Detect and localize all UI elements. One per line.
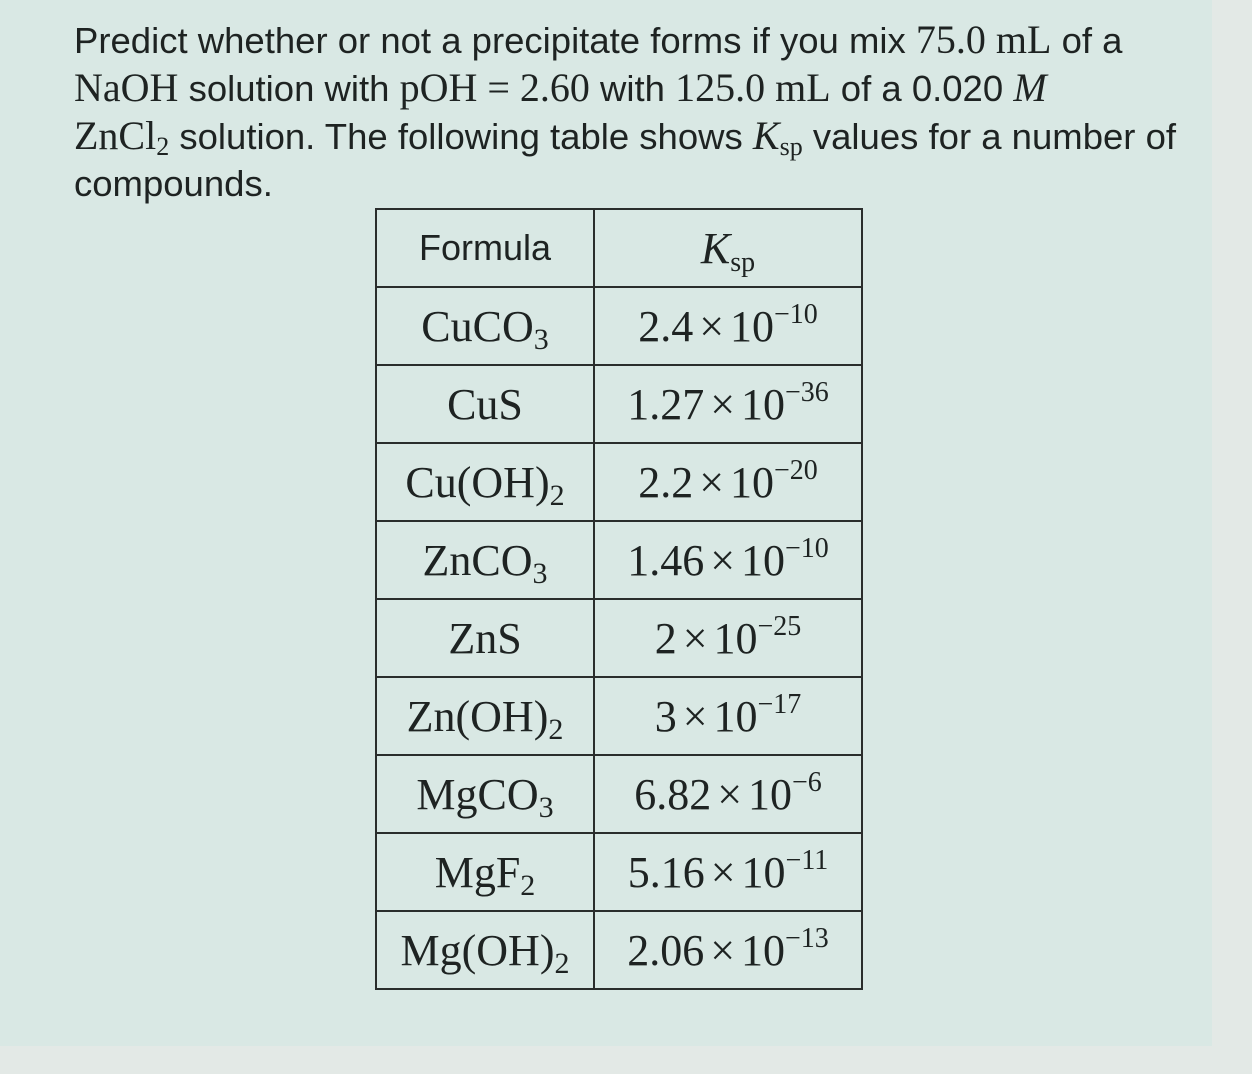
compound-formula: ZnS [376, 599, 594, 677]
ksp-value: $1.46 \times 10^{-10}$ [594, 521, 862, 599]
ksp-column-header: $K_{sp}$ [594, 209, 862, 287]
naoh-volume: 75.0 mL [915, 17, 1052, 62]
ksp-value: $2.4 \times 10^{-10}$ [594, 287, 862, 365]
ksp-table-body [376, 287, 862, 989]
table-row [376, 443, 862, 521]
compound-formula: $Zn(OH)_2$ [376, 677, 594, 755]
poh-value: pOH = 2.60 [399, 65, 590, 110]
compound-formula: MgF$_2$ [376, 833, 594, 911]
table-row [376, 599, 862, 677]
compound-formula: $Mg(OH)_2$ [376, 911, 594, 989]
question-part-2: of a [1051, 20, 1123, 61]
salt-formula: ZnCl$_2$ [74, 113, 170, 161]
table-row [376, 365, 862, 443]
zncl2-volume: 125.0 mL [675, 65, 831, 110]
molarity-symbol: M [1013, 65, 1047, 110]
compound-formula: CuS [376, 365, 594, 443]
question-part-1: Predict whether or not a precipitate forms if you mix [74, 20, 916, 61]
ksp-value: $3 \times 10^{-17}$ [594, 677, 862, 755]
ksp-value: $2.2 \times 10^{-20}$ [594, 443, 862, 521]
table-row [376, 521, 862, 599]
question-part-3: solution with [178, 68, 400, 109]
ksp-value: $2 \times 10^{-25}$ [594, 599, 862, 677]
question-part-6: solution. The following table shows [169, 116, 753, 157]
question-part-7: values for a number of compounds. [74, 116, 1177, 204]
table-row [376, 833, 862, 911]
ksp-value: $2.06 \times 10^{-13}$ [594, 911, 862, 989]
table-row [376, 911, 862, 989]
table-row [376, 677, 862, 755]
base-formula: NaOH [74, 65, 179, 110]
table-row [376, 755, 862, 833]
ksp-value: $6.82 \times 10^{-6}$ [594, 755, 862, 833]
ksp-value: $5.16 \times 10^{-11}$ [594, 833, 862, 911]
ksp-value: $1.27 \times 10^{-36}$ [594, 365, 862, 443]
compound-formula: MgCO$_3$ [376, 755, 594, 833]
question-part-4: with [589, 68, 676, 109]
compound-formula: ZnCO$_3$ [376, 521, 594, 599]
question-part-5: of a 0.020 [830, 68, 1014, 109]
ksp-table [375, 208, 863, 990]
ksp-symbol: $K_{sp}$ [752, 113, 803, 161]
table-row [376, 287, 862, 365]
compound-formula: $Cu(OH)_2$ [376, 443, 594, 521]
question-text [74, 16, 1184, 207]
table-header-row [376, 209, 862, 287]
compound-formula: CuCO$_3$ [376, 287, 594, 365]
formula-column-header: Formula [376, 209, 594, 287]
